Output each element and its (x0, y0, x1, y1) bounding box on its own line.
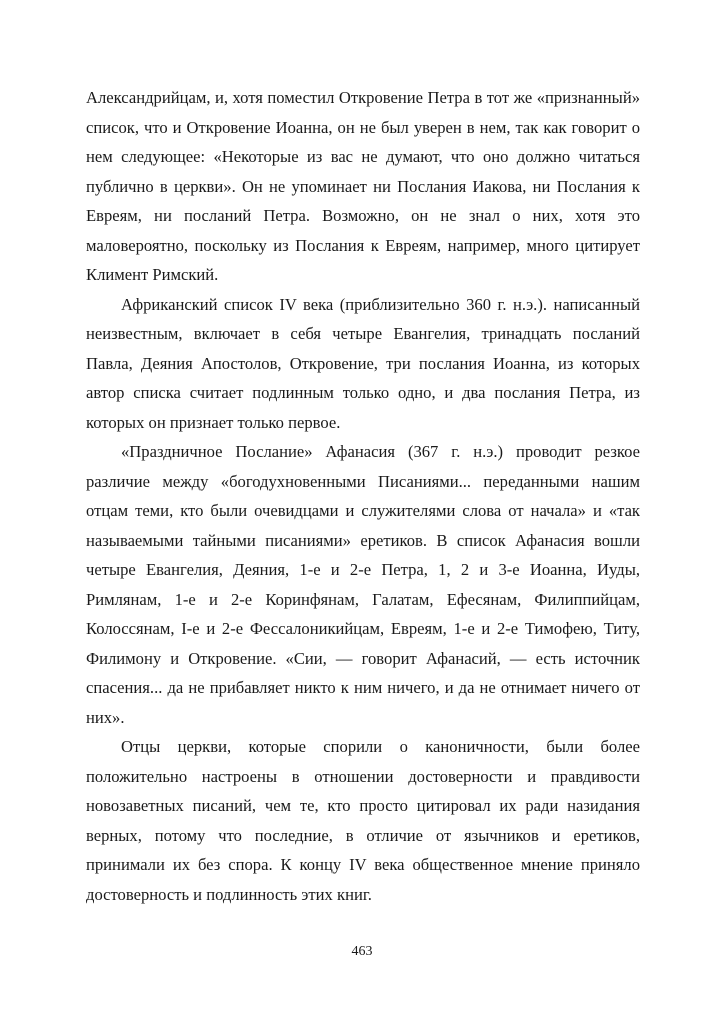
paragraph-athanasius: «Праздничное Послание» Афанасия (367 г. н.э.) проводит резкое различие между «богодухновенными Писаниями... переданными нашим отцам теми, кто были очевидцами и служителями слова от начала» и «так называемыми тайными писаниями» еретиков. В список Афанасия вошли четыре Евангелия, Деяния, 1-е и 2-е Петра, 1, 2 и 3-е Иоанна, Иуды, Римлянам, 1-е и 2-е Коринфянам, Галатам, Ефесянам, Филиппийцам, Колоссянам, I-е и 2-е Фессалоникийцам, Евреям, 1-е и 2-е Тимофею, Титу, Филимону и Откровение. «Сии, — говорит Афанасий, — есть источник спасения... да не прибавляет никто к ним ничего, и да не отнимает ничего от них». (86, 442, 640, 727)
page-number: 463 (351, 944, 373, 959)
paragraph-african-list: Африканский список IV века (приблизительно 360 г. н.э.). написанный неизвестным, включает в себя четыре Евангелия, тринадцать посланий Павла, Деяния Апостолов, Откровение, три послания Иоанна, из которых автор списка считает подлинным только одно, и два послания Петра, из которых он признает только первое. (86, 294, 640, 432)
paragraph-continuation: Александрийцам, и, хотя поместил Откровение Петра в тот же «признанный» список, что и Откровение Иоанна, он не был уверен в нем, так как говорит о нем следующее: «Некоторые из вас не думают, что оно должно читаться публично в церкви». Он не упоминает ни Послания Иакова, ни Послания к Евреям, ни посланий Петра. Возможно, он не знал о них, хотя это маловероятно, поскольку из Послания к Евреям, например, много цитирует Климент Римский. (86, 88, 640, 284)
paragraph-church-fathers: Отцы церкви, которые спорили о каноничности, были более положительно настроены в отношении достоверности и правдивости новозаветных писаний, чем те, кто просто цитировал их ради назидания верных, потому что последние, в отличие от язычников и еретиков, принимали их без спора. К концу IV века общественное мнение приняло достоверность и подлинность этих книг. (86, 737, 640, 904)
body-text (86, 83, 640, 909)
